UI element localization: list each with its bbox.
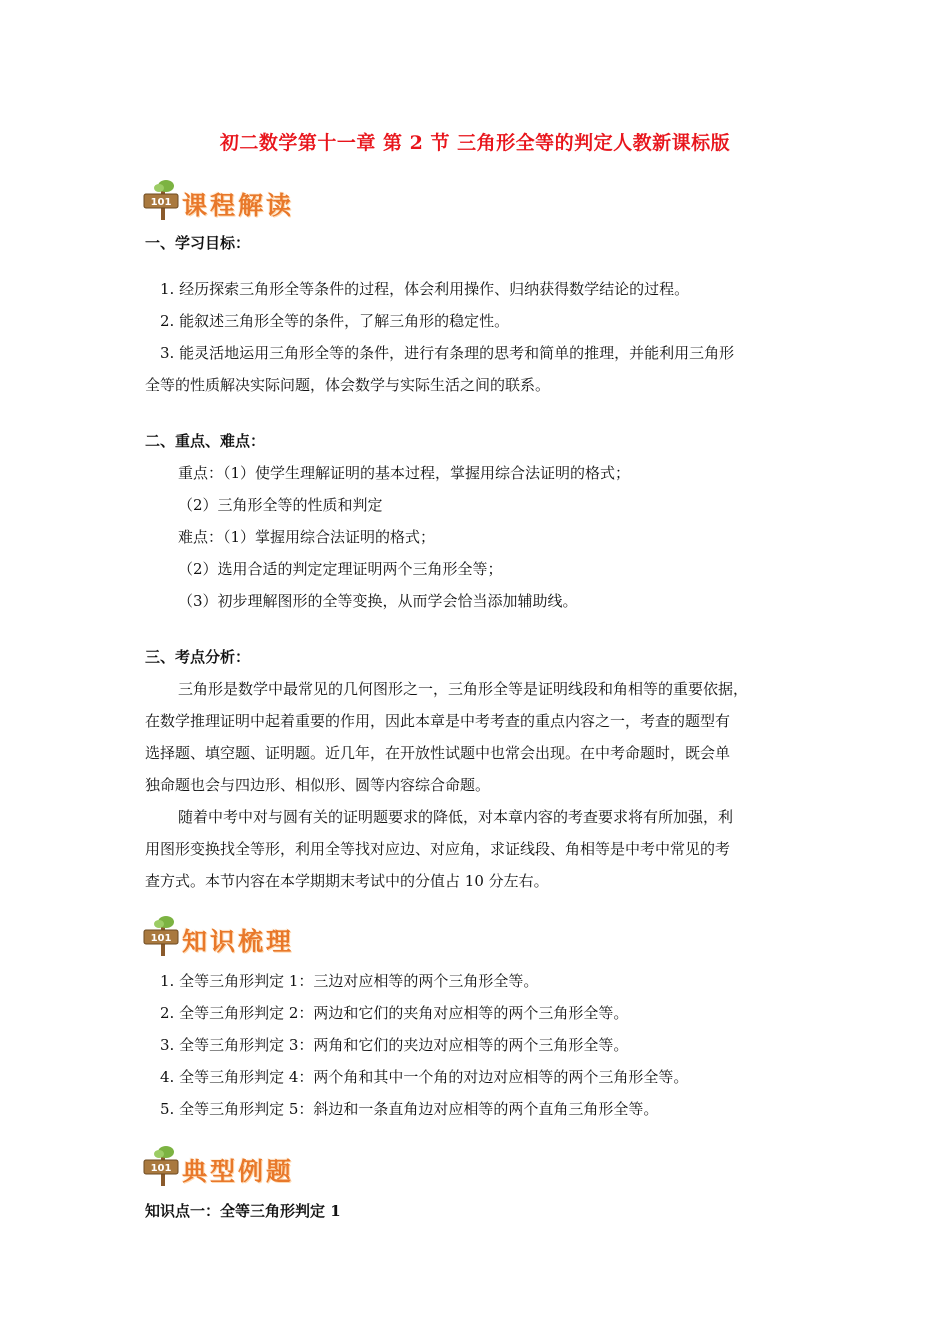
signpost-icon <box>142 914 184 958</box>
example-heading: 知识点一：全等三角形判定 1 <box>145 1202 341 1220</box>
signpost-icon <box>142 1144 184 1188</box>
svg-text:101: 101 <box>150 1163 172 1174</box>
list-item: 4. 全等三角形判定 4：两个角和其中一个角的对边对应相等的两个三角形全等。 <box>160 1068 689 1086</box>
section-heading-key-points: 二、重点、难点： <box>145 432 266 450</box>
paragraph-line: 选择题、填空题、证明题。近几年，在开放性试题中也常会出现。在中考命题时，既会单 <box>145 744 731 762</box>
list-item: 1. 经历探索三角形全等条件的过程，体会利用操作、归纳获得数学结论的过程。 <box>160 280 690 298</box>
list-item: 2. 全等三角形判定 2：两边和它们的夹角对应相等的两个三角形全等。 <box>160 1004 629 1022</box>
banner-label: 典型例题 <box>182 1157 295 1186</box>
list-item: 难点：（1）掌握用综合法证明的格式； <box>178 528 436 546</box>
list-item: 5. 全等三角形判定 5：斜边和一条直角边对应相等的两个直角三角形全等。 <box>160 1100 659 1118</box>
svg-text:101: 101 <box>150 197 172 208</box>
banner-label: 课程解读 <box>182 191 295 220</box>
paragraph-line: 查方式。本节内容在本学期期末考试中的分值占 10 分左右。 <box>145 872 549 890</box>
list-item: （2）三角形全等的性质和判定 <box>178 496 383 514</box>
banner-typical-examples <box>142 1144 342 1188</box>
document-title: 初二数学第十一章 第 2 节 三角形全等的判定人教新课标版 <box>219 132 731 154</box>
section-heading-goals: 一、学习目标： <box>145 234 251 252</box>
list-item: 2. 能叙述三角形全等的条件，了解三角形的稳定性。 <box>160 312 510 330</box>
paragraph-line: 三角形是数学中最常见的几何图形之一，三角形全等是证明线段和角相等的重要依据， <box>178 680 749 698</box>
list-item-continuation: 全等的性质解决实际问题，体会数学与实际生活之间的联系。 <box>145 376 551 394</box>
banner-label: 知识梳理 <box>182 927 295 956</box>
paragraph-line: 独命题也会与四边形、相似形、圆等内容综合命题。 <box>145 776 491 794</box>
section-heading-analysis: 三、考点分析： <box>145 648 251 666</box>
paragraph-line: 在数学推理证明中起着重要的作用，因此本章是中考考查的重点内容之一，考查的题型有 <box>145 712 731 730</box>
list-item: 1. 全等三角形判定 1：三边对应相等的两个三角形全等。 <box>160 972 539 990</box>
banner-course-interpretation <box>142 178 342 222</box>
banner-knowledge-review <box>142 914 342 958</box>
list-item: （3）初步理解图形的全等变换，从而学会恰当添加辅助线。 <box>178 592 578 610</box>
list-item: 重点：（1）使学生理解证明的基本过程，掌握用综合法证明的格式； <box>178 464 631 482</box>
svg-text:101: 101 <box>150 933 172 944</box>
list-item: （2）选用合适的判定定理证明两个三角形全等； <box>178 560 503 578</box>
paragraph-line: 用图形变换找全等形，利用全等找对应边、对应角，求证线段、角相等是中考中常见的考 <box>145 840 731 858</box>
list-item: 3. 能灵活地运用三角形全等的条件，进行有条理的思考和简单的推理，并能利用三角形 <box>160 344 735 362</box>
paragraph-line: 随着中考中对与圆有关的证明题要求的降低，对本章内容的考查要求将有所加强，利 <box>178 808 734 826</box>
signpost-icon <box>142 178 184 222</box>
list-item: 3. 全等三角形判定 3：两角和它们的夹边对应相等的两个三角形全等。 <box>160 1036 629 1054</box>
